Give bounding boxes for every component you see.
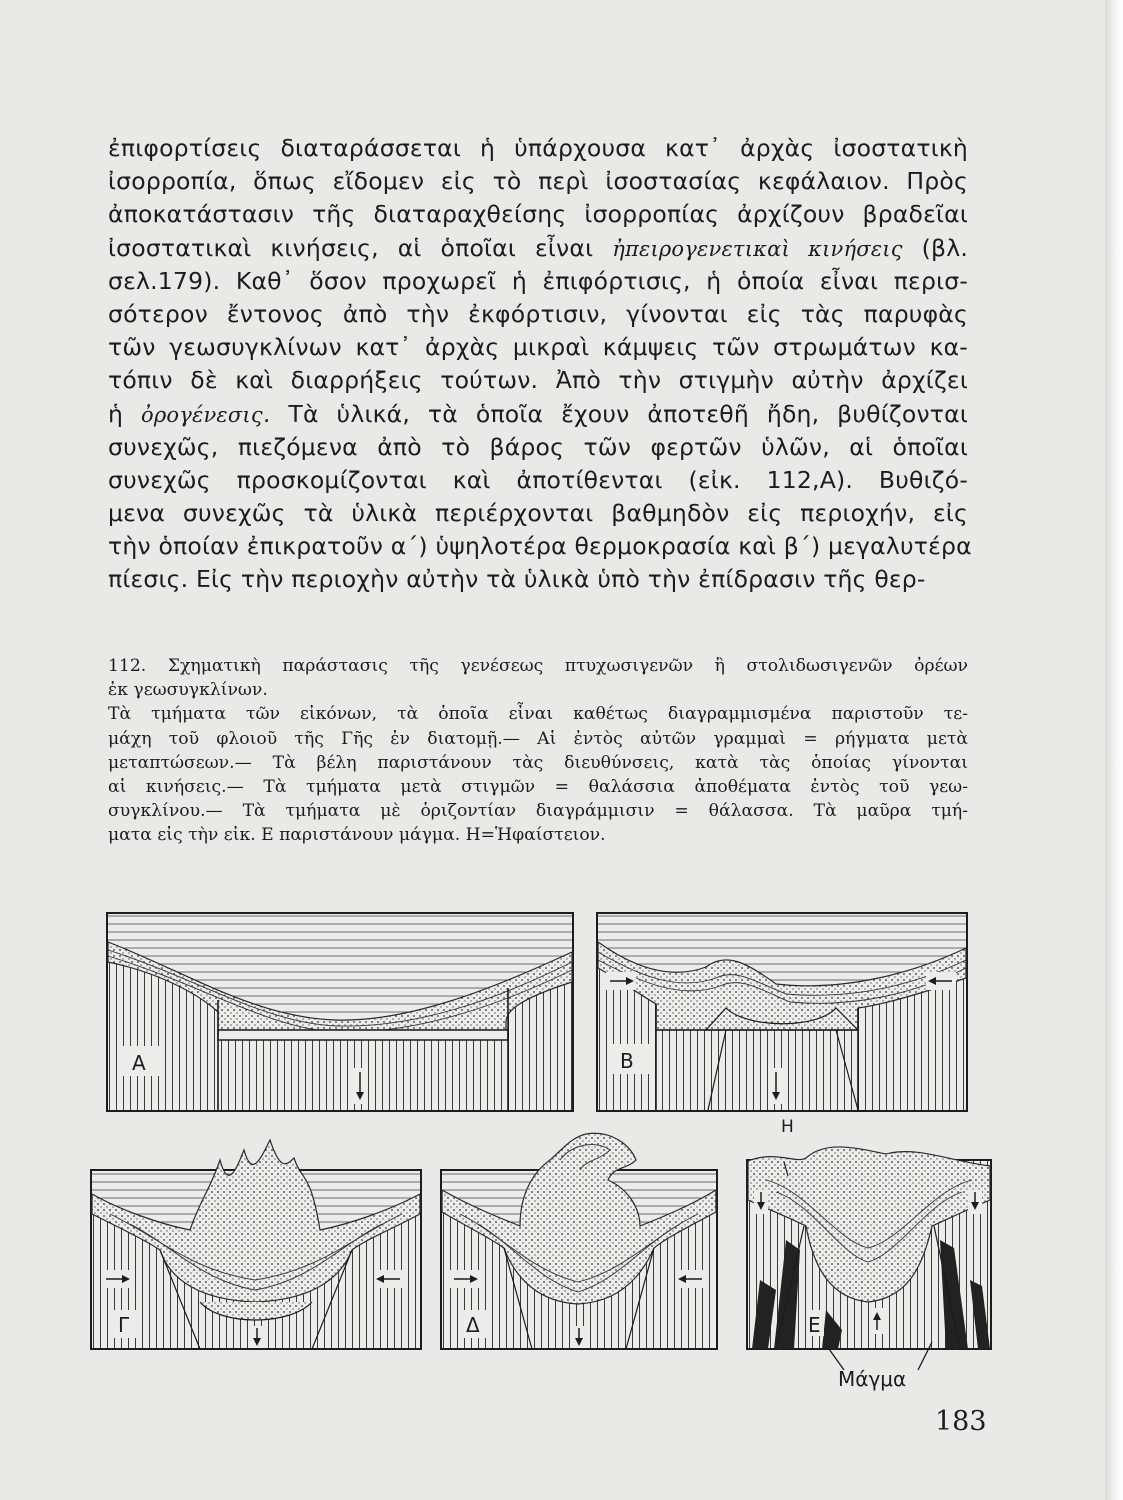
figure-panel-g <box>90 1130 422 1350</box>
magma-label: Μάγμα <box>838 1367 907 1391</box>
panel-b-diagram <box>596 912 968 1112</box>
body-text-line: τὴν ὁποίαν ἐπικρατοῦν α΄) ὑψηλοτέρα θερμοκρασία καὶ β΄) μεγαλυτέρα <box>108 532 972 561</box>
body-text-line: σότερον ἔντονος ἀπὸ τὴν ἐκφόρτισιν, γίνονται εἰς τὰς παρυφὰς <box>108 299 968 328</box>
caption-body-line: συγκλίνου.— Τὰ τμήματα μὲ ὁριζοντίαν διαγράμμισιν = θάλασσα. Τὰ μαῦρα τμή- <box>108 801 968 822</box>
panel-label-d: Δ <box>466 1313 480 1337</box>
figure-panel-e <box>746 1130 992 1350</box>
body-text-line: τῶν γεωσυγκλίνων κατ᾽ ἀρχὰς μικραὶ κάμψεις τῶν στρωμάτων κα- <box>108 333 968 362</box>
caption-body-line: μάχη τοῦ φλοιοῦ τῆς Γῆς ἐν διατομῇ.— Αἱ ἐντὸς αὐτῶν γραμμαὶ = ρήγματα μετὰ <box>108 728 968 749</box>
body-text-line: τόπιν δὲ καὶ διαρρήξεις τούτων. Ἀπὸ τὴν στιγμὴν αὐτὴν ἀρχίζει <box>108 366 968 395</box>
figure-panel-a <box>106 912 574 1112</box>
figure-caption <box>108 654 968 848</box>
caption-title-line: 112. Σχηματικὴ παράστασις τῆς γενέσεως πτυχωσιγενῶν ἢ στολιδωσιγενῶν ὀρέων <box>108 656 968 676</box>
body-text <box>108 132 972 597</box>
figure-panel-b <box>596 912 968 1112</box>
body-text-line: ἰσοστατικαὶ κινήσεις, αἱ ὁποῖαι εἶναι ἠπειρογενετικαὶ κινήσεις (βλ. <box>108 233 968 262</box>
panel-g-diagram <box>90 1130 422 1350</box>
caption-body-line: ματα εἰς τὴν εἰκ. Ε παριστάνουν μάγμα. Η=Ἡφαίστειον. <box>108 825 606 846</box>
body-text-line: συνεχῶς, πιεζόμενα ἀπὸ τὸ βάρος τῶν φερτῶν ὑλῶν, αἱ ὁποῖαι <box>108 432 968 461</box>
figure-panel-d <box>440 1130 718 1350</box>
caption-title-line: ἐκ γεωσυγκλίνων. <box>108 680 268 701</box>
panel-label-g: Γ <box>118 1313 130 1337</box>
panel-e-diagram <box>746 1130 992 1350</box>
body-text-line: ἐπιφορτίσεις διαταράσσεται ἡ ὑπάρχουσα κατ᾽ ἀρχὰς ἰσοστατικὴ <box>108 134 968 162</box>
body-text-line: ἀποκατάστασιν τῆς διαταραχθείσης ἰσορροπίας ἀρχίζουν βραδεῖαι <box>108 200 968 229</box>
panel-d-diagram <box>440 1130 718 1350</box>
volcano-label: Η <box>781 1117 794 1137</box>
panel-a-diagram <box>106 912 574 1112</box>
caption-body-line: αἱ κινήσεις.— Τὰ τμήματα μετὰ στιγμῶν = θαλάσσια ἀποθέματα ἐντὸς τοῦ γεω- <box>108 776 968 797</box>
caption-body-line: μεταπτώσεων.— Τὰ βέλη παριστάνουν τὰς διευθύνσεις, κατὰ τὰς ὁποίας γίνονται <box>108 752 968 773</box>
body-text-line: ἡ ὀρογένεσις. Τὰ ὑλικά, τὰ ὁποῖα ἔχουν ἀποτεθῆ ἤδη, βυθίζονται <box>108 399 968 428</box>
body-text-line: σελ.179). Καθ᾽ ὅσον προχωρεῖ ἡ ἐπιφόρτισις, ἡ ὁποία εἶναι περισ- <box>108 266 968 295</box>
panel-label-a: Α <box>132 1051 146 1075</box>
page-edge <box>1105 0 1123 1500</box>
page-number: 183 <box>935 1406 987 1437</box>
panel-label-e: Ε <box>808 1313 821 1337</box>
body-text-line: μενα συνεχῶς τὰ ὑλικὰ περιέρχονται βαθμηδὸν εἰς περιοχήν, εἰς <box>108 499 968 528</box>
panel-label-b: Β <box>620 1049 634 1073</box>
body-text-line: ἰσορροπία, ὅπως εἴδομεν εἰς τὸ περὶ ἰσοστασίας κεφάλαιον. Πρὸς <box>108 167 968 196</box>
body-text-line: συνεχῶς προσκομίζονται καὶ ἀποτίθενται (εἰκ. 112,Α). Βυθιζό- <box>108 465 968 494</box>
body-text-line: πίεσις. Εἰς τὴν περιοχὴν αὐτὴν τὰ ὑλικὰ ὑπὸ τὴν ἐπίδρασιν τῆς θερ- <box>108 565 926 594</box>
caption-body-line: Τὰ τμήματα τῶν εἰκόνων, τὰ ὁποῖα εἶναι καθέτως διαγραμμισμένα παριστοῦν τε- <box>108 704 968 725</box>
